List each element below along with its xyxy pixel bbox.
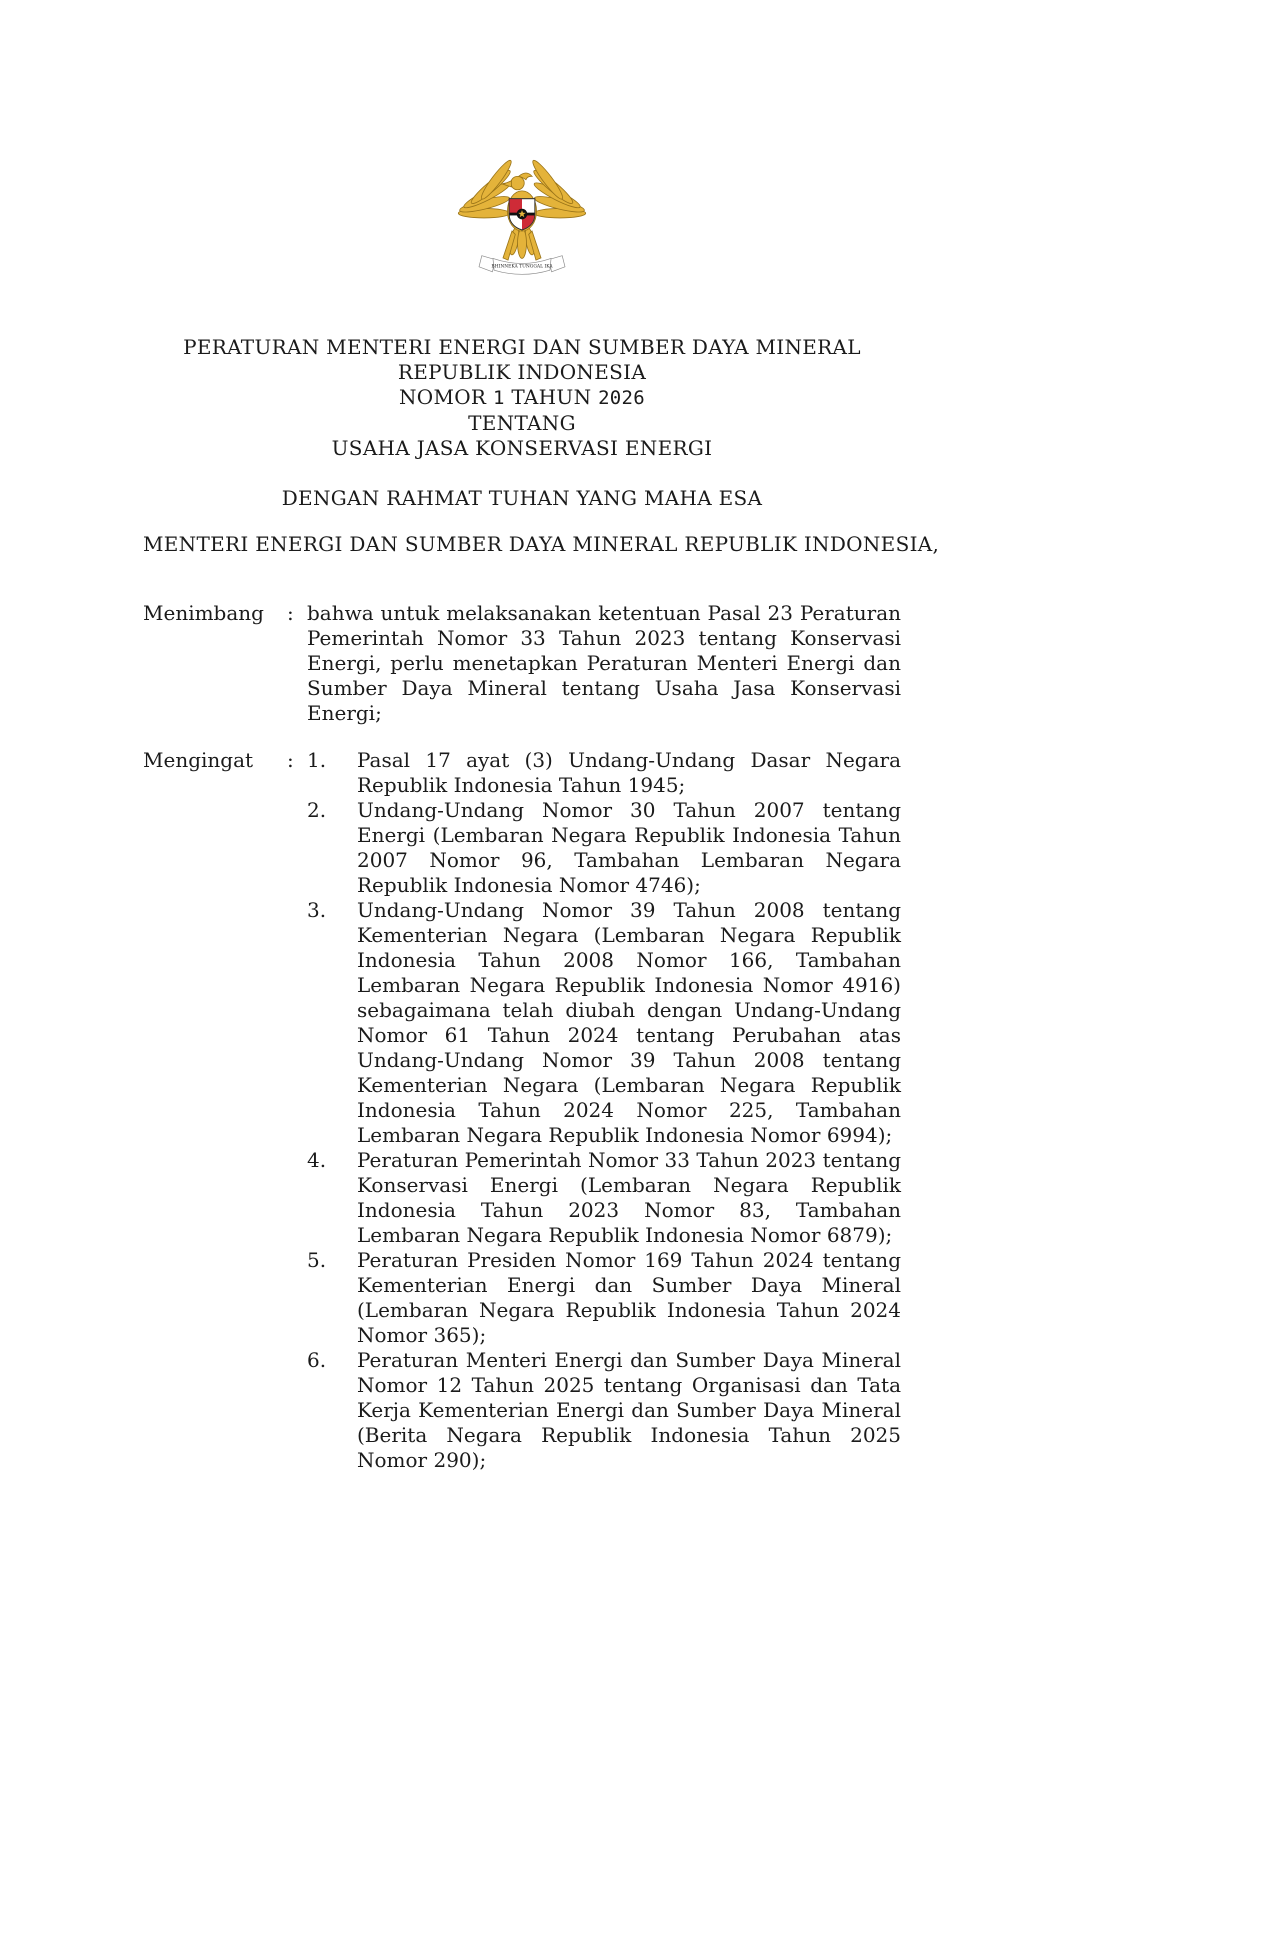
menimbang-text: bahwa untuk melaksanakan ketentuan Pasal 23 Peraturan Pemerintah Nomor 33 Tahun 2023 tentang Konservasi Energi, perlu menetapkan Peraturan Menteri Energi dan Sumber Daya Mineral tentang Usaha Jasa Konservasi Energi; (307, 601, 901, 725)
item-number: 6. (307, 1348, 327, 1372)
mengingat-item-2 (307, 798, 901, 898)
mengingat-item-3 (307, 898, 901, 1148)
menimbang-label: Menimbang (143, 601, 264, 625)
title-block (143, 335, 940, 557)
item-text: Peraturan Pemerintah Nomor 33 Tahun 2023 tentang Konservasi Energi (Lembaran Negara Republik Indonesia Tahun 2023 Nomor 83, Tambahan Lembaran Negara Republik Indonesia Nomor 6879); (357, 1148, 901, 1247)
nomor-number-value: 1 (492, 387, 505, 409)
title-authority: MENTERI ENERGI DAN SUMBER DAYA MINERAL REPUBLIK INDONESIA, (143, 532, 940, 556)
title-nomor-line (143, 385, 901, 411)
item-text: Peraturan Presiden Nomor 169 Tahun 2024 tentang Kementerian Energi dan Sumber Daya Mineral (Lembaran Negara Republik Indonesia Tahun 2024 Nomor 365); (357, 1248, 901, 1347)
nomor-label: NOMOR (398, 385, 487, 409)
menimbang-section (143, 601, 901, 726)
menimbang-colon: : (287, 601, 294, 625)
item-number: 3. (307, 898, 327, 922)
item-text: Undang-Undang Nomor 30 Tahun 2007 tentang Energi (Lembaran Negara Republik Indonesia Tahun 2007 Nomor 96, Tambahan Lembaran Negara Republik Indonesia Nomor 4746); (357, 798, 901, 897)
mengingat-item-1 (307, 748, 901, 798)
item-number: 1. (307, 748, 327, 772)
title-invocation: DENGAN RAHMAT TUHAN YANG MAHA ESA (281, 486, 763, 510)
item-text: Undang-Undang Nomor 39 Tahun 2008 tentang Kementerian Negara (Lembaran Negara Republik Indonesia Tahun 2008 Nomor 166, Tambahan Lembaran Negara Republik Indonesia Nomor 4916) sebagaimana telah diubah dengan Undang-Undang Nomor 61 Tahun 2024 tentang Perubahan atas Undang-Undang Nomor 39 Tahun 2008 tentang Kementerian Negara (Lembaran Negara Republik Indonesia Tahun 2024 Nomor 225, Tambahan Lembaran Negara Republik Indonesia Nomor 6994); (357, 898, 901, 1147)
pancasila-shield-icon (509, 199, 535, 230)
mengingat-colon: : (287, 748, 294, 772)
title-line-2: REPUBLIK INDONESIA (397, 360, 647, 384)
mengingat-section (143, 748, 901, 1473)
tahun-year-value: 2026 (598, 387, 646, 409)
banner-motto-text: BHINNEKA TUNGGAL IKA (491, 264, 553, 270)
garuda-pancasila-emblem (143, 146, 901, 286)
mengingat-item-5 (307, 1248, 901, 1348)
item-number: 4. (307, 1148, 327, 1172)
item-text: Peraturan Menteri Energi dan Sumber Daya Mineral Nomor 12 Tahun 2025 tentang Organisasi dan Tata Kerja Kementerian Energi dan Sumber Daya Mineral (Berita Negara Republik Indonesia Tahun 2025 Nomor 290); (357, 1348, 901, 1472)
content-column (143, 0, 940, 1473)
garuda-emblem-svg (455, 146, 589, 286)
tahun-label: TAHUN (511, 385, 592, 409)
title-line-1: PERATURAN MENTERI ENERGI DAN SUMBER DAYA MINERAL (183, 335, 861, 359)
title-subject: USAHA JASA KONSERVASI ENERGI (331, 436, 713, 460)
title-tentang: TENTANG (468, 411, 576, 435)
mengingat-item-6 (307, 1348, 901, 1473)
mengingat-item-4 (307, 1148, 901, 1248)
item-number: 5. (307, 1248, 327, 1272)
item-number: 2. (307, 798, 327, 822)
mengingat-list (307, 748, 901, 1473)
item-text: Pasal 17 ayat (3) Undang-Undang Dasar Negara Republik Indonesia Tahun 1945; (357, 748, 901, 797)
garuda-tail-icon (503, 227, 541, 260)
mengingat-label: Mengingat (143, 748, 254, 772)
